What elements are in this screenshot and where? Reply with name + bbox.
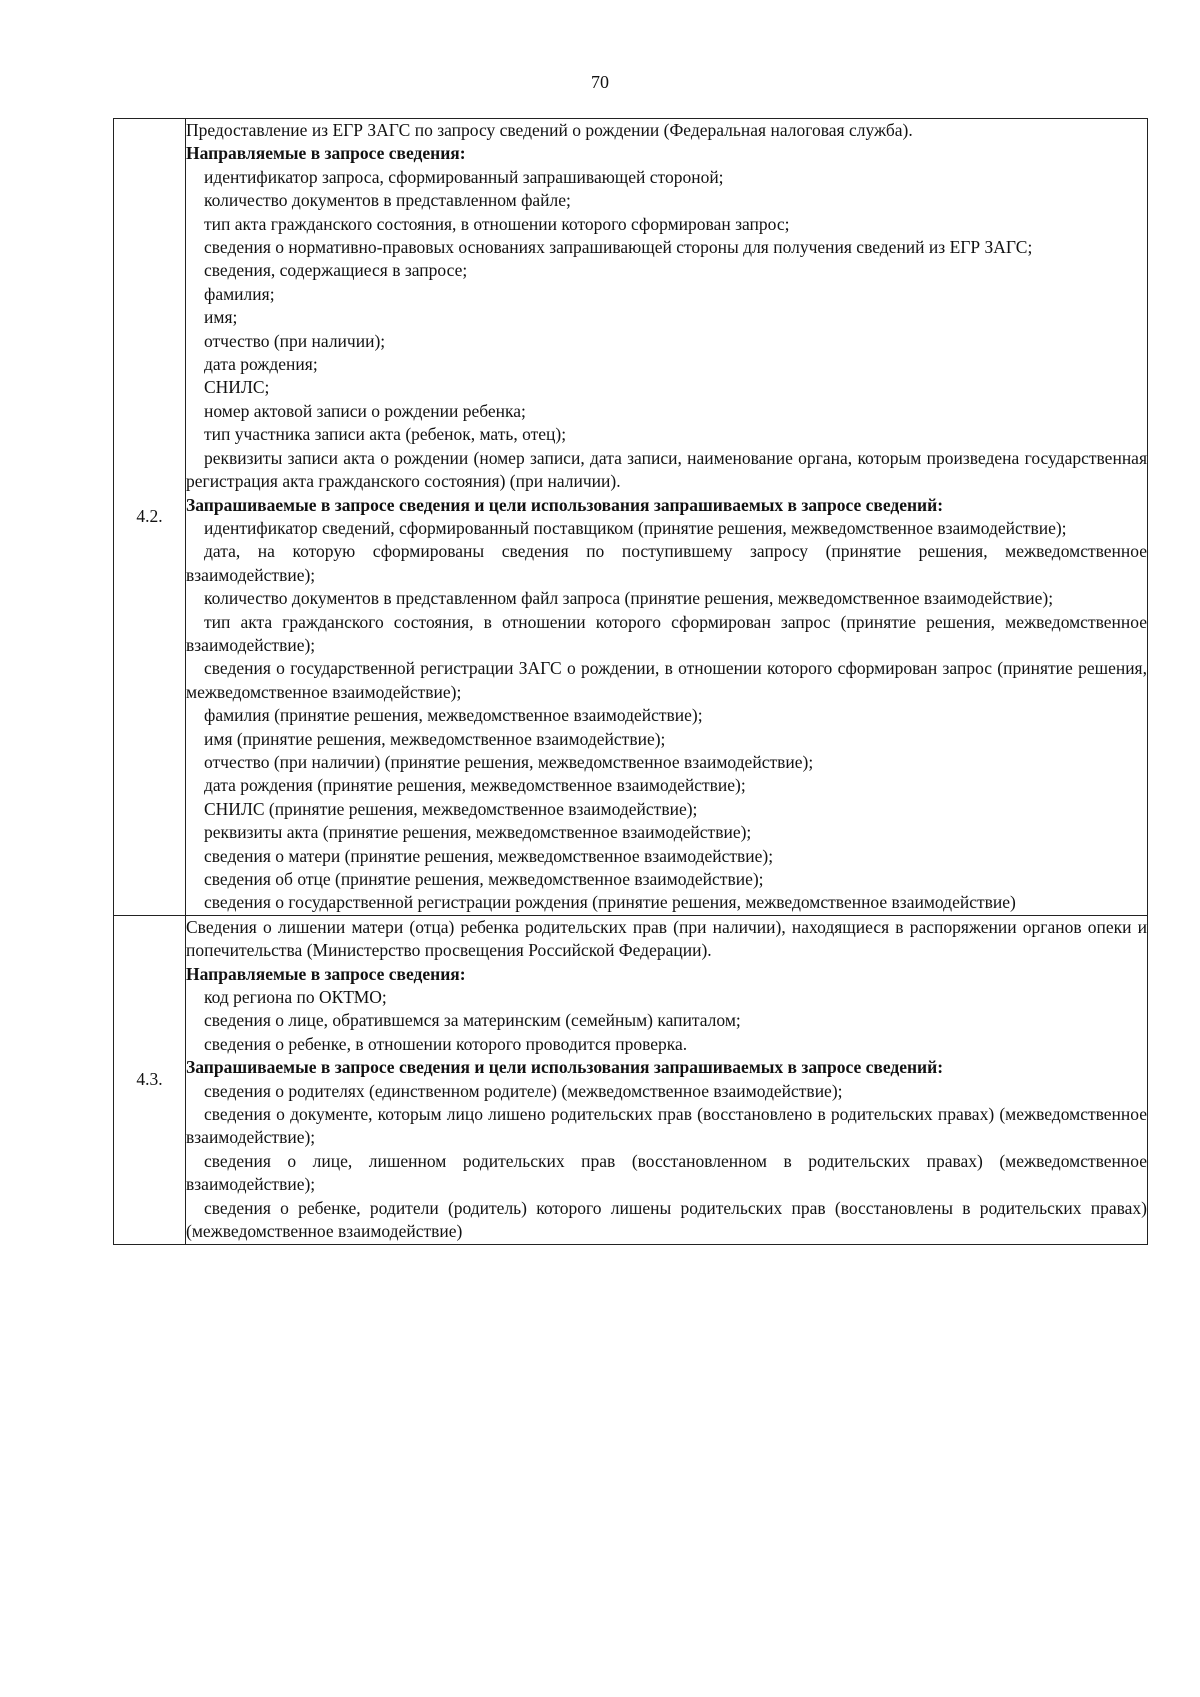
row-content [186,119,1148,916]
row-number: 4.3. [114,915,186,1244]
content-line: количество документов в представленном файл запроса (принятие решения, межведомственное взаимодействие); [204,588,1054,609]
row-number: 4.2. [114,119,186,916]
content-line: сведения о лице, обратившемся за материнским (семейным) капиталом; [204,1010,741,1031]
content-line: дата рождения; [204,354,318,375]
content-line: сведения о ребенке, в отношении которого проводится проверка. [204,1033,688,1054]
content-line: сведения о матери (принятие решения, межведомственное взаимодействие); [204,845,774,866]
content-line: сведения о документе, которым лицо лишено родительских прав (восстановлено в родительских правах) (межведомственное взаимодействие); [186,1104,1147,1148]
section-heading: Направляемые в запросе сведения: [186,143,466,164]
table-body [114,119,1148,1245]
section-heading: Запрашиваемые в запросе сведения и цели использования запрашиваемых в запросе сведений: [186,1057,944,1078]
table-row [114,119,1148,916]
page-number: 70 [591,72,609,92]
content-line: количество документов в представленном файле; [204,190,571,211]
content-line: тип акта гражданского состояния, в отношении которого сформирован запрос (принятие решения, межведомственное взаимодействие); [186,611,1147,655]
content-line: сведения о государственной регистрации ЗАГС о рождении, в отношении которого сформирован запрос (принятие решения, межведомственное взаимодействие); [186,658,1147,702]
content-line: Сведения о лишении матери (отца) ребенка родительских прав (при наличии), находящиеся в распоряжении органов опеки и попечительства (Министерство просвещения Российской Федерации). [186,916,1147,961]
content-line: идентификатор сведений, сформированный поставщиком (принятие решения, межведомственное взаимодействие); [204,517,1067,538]
content-line: сведения о родителях (единственном родителе) (межведомственное взаимодействие); [204,1080,843,1101]
row-content [186,915,1148,1244]
content-line: сведения о государственной регистрации рождения (принятие решения, межведомственное взаимодействие) [204,892,1016,913]
content-line: реквизиты записи акта о рождении (номер записи, дата записи, наименование органа, которым произведена государственная регистрация акта гражданского состояния) (при наличии). [186,447,1147,492]
content-line: реквизиты акта (принятие решения, межведомственное взаимодействие); [204,822,752,843]
content-line: отчество (при наличии) (принятие решения, межведомственное взаимодействие); [204,751,814,772]
section-heading: Направляемые в запросе сведения: [186,963,466,984]
content-line: сведения об отце (принятие решения, межведомственное взаимодействие); [204,869,764,889]
content-line: дата, на которую сформированы сведения по поступившему запросу (принятие решения, межведомственное взаимодействие); [186,541,1147,585]
content-line: имя; [204,307,238,328]
content-line: тип участника записи акта (ребенок, мать, отец); [204,424,567,445]
content-line: код региона по ОКТМО; [204,987,387,1008]
content-line: сведения о ребенке, родители (родитель) которого лишены родительских прав (восстановлены в родительских правах) (межведомственное взаимодействие) [186,1197,1147,1242]
document-table [113,118,1148,1245]
content-line: номер актовой записи о рождении ребенка; [204,400,526,421]
content-line: отчество (при наличии); [204,330,386,351]
content-line: тип акта гражданского состояния, в отношении которого сформирован запрос; [204,213,790,234]
content-line: фамилия; [204,283,275,304]
content-line: Предоставление из ЕГР ЗАГС по запросу сведений о рождении (Федеральная налоговая служба). [186,120,913,140]
content-line: идентификатор запроса, сформированный запрашивающей стороной; [204,166,724,187]
content-line: сведения, содержащиеся в запросе; [204,260,468,281]
content-line: СНИЛС; [204,377,270,398]
content-line: дата рождения (принятие решения, межведомственное взаимодействие); [204,775,746,796]
content-line: сведения о нормативно-правовых основаниях запрашивающей стороны для получения сведений из ЕГР ЗАГС; [204,237,1033,258]
table-row [114,915,1148,1244]
content-line: СНИЛС (принятие решения, межведомственное взаимодействие); [204,798,698,819]
section-heading: Запрашиваемые в запросе сведения и цели использования запрашиваемых в запросе сведений: [186,494,944,515]
content-line: имя (принятие решения, межведомственное взаимодействие); [204,728,666,749]
content-line: фамилия (принятие решения, межведомственное взаимодействие); [204,705,703,726]
content-line: сведения о лице, лишенном родительских прав (восстановленном в родительских правах) (межведомственное взаимодействие); [186,1150,1147,1195]
